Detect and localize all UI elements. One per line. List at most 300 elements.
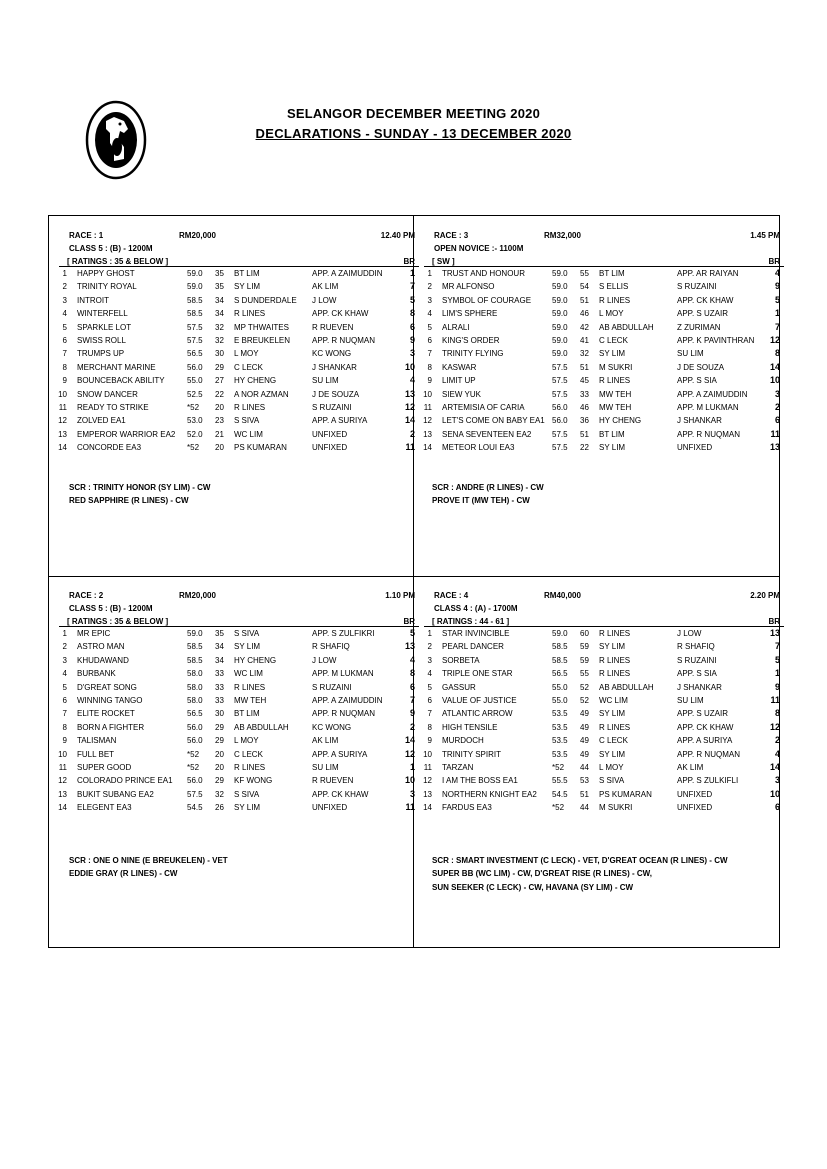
barrier-draw: 2 (409, 721, 415, 732)
jockey-name: APP. A ZAIMUDDIN (677, 389, 748, 399)
trainer-name: L MOY (234, 349, 259, 359)
horse-name: MURDOCH (442, 736, 484, 746)
runner-number: 5 (62, 682, 67, 692)
race-prize: RM20,000 (179, 231, 216, 240)
race-card (59, 229, 421, 454)
barrier-draw: 2 (774, 735, 780, 746)
barrier-draw: 7 (774, 641, 780, 652)
rating: 29 (215, 736, 224, 746)
jockey-name: UNFIXED (677, 803, 713, 813)
runner-number: 8 (62, 722, 67, 732)
runner-number: 9 (62, 376, 67, 386)
jockey-name: APP. A SURIYA (677, 736, 733, 746)
race-class-text: OPEN NOVICE :- 1100M (434, 244, 524, 253)
horse-name: COLORADO PRINCE EA1 (77, 776, 173, 786)
race-prize: RM32,000 (544, 231, 581, 240)
runner-number: 1 (427, 269, 432, 278)
jockey-name: APP. M LUKMAN (312, 669, 374, 679)
runner-row (59, 774, 421, 787)
rating: 60 (580, 629, 589, 638)
runner-number: 3 (62, 655, 67, 665)
declarations-subtitle: DECLARATIONS - SUNDAY - 13 DECEMBER 2020 (255, 126, 572, 141)
barrier-draw: 4 (409, 654, 415, 665)
rating: 51 (580, 429, 589, 439)
handicap-weight: 56.0 (187, 722, 203, 732)
trainer-name: R LINES (234, 309, 266, 319)
trainer-name: R LINES (234, 402, 266, 412)
runner-number: 2 (62, 282, 67, 292)
handicap-weight: 59.0 (552, 269, 568, 278)
runner-number: 12 (58, 776, 67, 786)
barrier-draw: 5 (774, 294, 780, 305)
runner-row (59, 347, 421, 360)
runner-row (59, 721, 421, 734)
handicap-weight: 56.0 (552, 416, 568, 426)
race-class-text: CLASS 5 : (B) - 1200M (69, 604, 153, 613)
handicap-weight: 56.0 (187, 362, 203, 372)
runner-number: 14 (58, 803, 67, 813)
jockey-name: SU LIM (677, 695, 704, 705)
barrier-draw: 6 (774, 802, 780, 813)
handicap-weight: 56.0 (187, 776, 203, 786)
runner-number: 9 (427, 736, 432, 746)
jockey-name: R SHAFIQ (677, 642, 715, 652)
barrier-draw: 13 (769, 442, 780, 453)
barrier-draw: 10 (769, 788, 780, 799)
horse-name: BOUNCEBACK ABILITY (77, 376, 165, 386)
handicap-weight: 59.0 (552, 309, 568, 319)
jockey-name: UNFIXED (677, 789, 713, 799)
horse-name: MR ALFONSO (442, 282, 495, 292)
trainer-name: AB ABDULLAH (234, 722, 289, 732)
handicap-weight: 56.5 (187, 349, 203, 359)
trainer-name: S ELLIS (599, 282, 629, 292)
horse-name: ARTEMISIA OF CARIA (442, 402, 525, 412)
barrier-draw: 6 (409, 321, 415, 332)
runner-number: 4 (62, 669, 67, 679)
runner-number: 12 (423, 776, 432, 786)
handicap-weight: 55.5 (552, 776, 568, 786)
grid-divider-horizontal (49, 576, 779, 577)
barrier-draw: 10 (404, 361, 415, 372)
runner-row (59, 388, 421, 401)
runner-row (424, 774, 786, 787)
race-prize: RM40,000 (544, 591, 581, 600)
runner-row (424, 761, 786, 774)
jockey-name: S RUZAINI (677, 655, 717, 665)
rating: 52 (580, 682, 589, 692)
horse-name: METEOR LOUI EA3 (442, 443, 515, 453)
jockey-name: APP. CK KHAW (312, 309, 369, 319)
rating: 34 (215, 295, 224, 305)
horse-name: D'GREAT SONG (77, 682, 137, 692)
trainer-name: C LECK (234, 362, 263, 372)
horse-name: SENA SEVENTEEN EA2 (442, 429, 532, 439)
rating: 32 (215, 789, 224, 799)
handicap-weight: 54.5 (552, 789, 568, 799)
barrier-draw: 14 (404, 415, 415, 426)
trainer-name: WC LIM (599, 695, 628, 705)
barrier-draw: 4 (409, 375, 415, 386)
trainer-name: AB ABDULLAH (599, 322, 654, 332)
runner-number: 1 (62, 269, 67, 278)
horse-name: KASWAR (442, 362, 477, 372)
race-header (59, 229, 421, 242)
race-prize: RM20,000 (179, 591, 216, 600)
runner-row (424, 748, 786, 761)
runner-row (59, 441, 421, 454)
handicap-weight: 55.0 (187, 376, 203, 386)
horse-name: KHUDAWAND (77, 655, 129, 665)
jockey-name: APP. R NUQMAN (677, 749, 740, 759)
barrier-draw: 12 (769, 721, 780, 732)
runner-number: 11 (58, 402, 67, 412)
runner-number: 13 (58, 789, 67, 799)
trainer-name: PS KUMARAN (599, 789, 652, 799)
jockey-name: APP. M LUKMAN (677, 402, 739, 412)
rating: 44 (580, 762, 589, 772)
race-ratings-text: [ RATINGS : 35 & BELOW ] (67, 257, 169, 266)
horse-name: SNOW DANCER (77, 389, 138, 399)
horse-name: KING'S ORDER (442, 335, 500, 345)
jockey-name: AK LIM (312, 282, 339, 292)
trainer-name: L MOY (234, 736, 259, 746)
rating: 35 (215, 269, 224, 278)
barrier-draw: 3 (409, 788, 415, 799)
runner-number: 8 (62, 362, 67, 372)
runner-row (424, 694, 786, 707)
barrier-draw: 9 (409, 334, 415, 345)
runner-number: 11 (423, 762, 432, 772)
race-number: RACE : 1 (69, 231, 104, 240)
race-card (424, 229, 786, 454)
horse-name: CONCORDE EA3 (77, 443, 142, 453)
trainer-name: R LINES (599, 295, 631, 305)
trainer-name: MW TEH (599, 389, 632, 399)
jockey-name: S RUZAINI (312, 682, 352, 692)
handicap-weight: 53.5 (552, 736, 568, 746)
runner-number: 10 (423, 749, 432, 759)
race-time: 1.45 PM (750, 231, 780, 240)
horse-name: INTROIT (77, 295, 109, 305)
handicap-weight: 52.0 (187, 429, 203, 439)
scratching-line: PROVE IT (MW TEH) - CW (432, 496, 530, 506)
trainer-name: R LINES (599, 629, 631, 638)
trainer-name: A NOR AZMAN (234, 389, 289, 399)
barrier-draw: 7 (409, 281, 415, 292)
barrier-draw: 8 (409, 308, 415, 319)
handicap-weight: 59.0 (552, 295, 568, 305)
barrier-draw: 1 (409, 268, 415, 278)
jockey-name: J SHANKAR (677, 416, 722, 426)
barrier-draw: 1 (409, 761, 415, 772)
race-number: RACE : 3 (434, 231, 469, 240)
jockey-name: UNFIXED (677, 443, 713, 453)
scratching-line: SCR : SMART INVESTMENT (C LECK) - VET, D'GREAT OCEAN (R LINES) - CW (432, 856, 728, 865)
horse-name: SORBETA (442, 655, 480, 665)
trainer-name: HY CHENG (599, 416, 642, 426)
jockey-name: APP. CK KHAW (312, 789, 369, 799)
runner-row (59, 414, 421, 427)
rating: 33 (580, 389, 589, 399)
barrier-draw: 14 (769, 761, 780, 772)
horse-name: TRINITY ROYAL (77, 282, 137, 292)
trainer-name: SY LIM (234, 803, 261, 813)
handicap-weight: 59.0 (552, 629, 568, 638)
runner-row (424, 788, 786, 801)
jockey-name: APP. R NUQMAN (677, 429, 740, 439)
barrier-draw: 11 (770, 694, 780, 705)
horse-name: MERCHANT MARINE (77, 362, 156, 372)
barrier-draw: 11 (405, 442, 415, 453)
rating: 20 (215, 762, 224, 772)
handicap-weight: 53.5 (552, 722, 568, 732)
jockey-name: SU LIM (312, 762, 339, 772)
runner-row (59, 694, 421, 707)
race-class-text: CLASS 5 : (B) - 1200M (69, 244, 153, 253)
handicap-weight: 57.5 (187, 335, 203, 345)
trainer-name: S SIVA (234, 789, 260, 799)
scratchings (69, 481, 210, 508)
trainer-name: SY LIM (599, 709, 626, 719)
race-time: 2.20 PM (750, 591, 780, 600)
horse-name: LET'S COME ON BABY EA1 (442, 416, 545, 426)
jockey-name: SU LIM (312, 376, 339, 386)
trainer-name: S SIVA (234, 416, 260, 426)
rating: 45 (580, 376, 589, 386)
rating: 49 (580, 736, 589, 746)
jockey-name: APP. CK KHAW (677, 295, 734, 305)
trainer-name: BT LIM (599, 269, 625, 278)
rating: 23 (215, 416, 224, 426)
rating: 33 (215, 669, 224, 679)
barrier-draw: 9 (774, 281, 780, 292)
handicap-weight: 56.5 (187, 709, 203, 719)
trainer-name: R LINES (599, 655, 631, 665)
barrier-draw: 12 (404, 401, 415, 412)
runner-number: 2 (62, 642, 67, 652)
race-class (59, 602, 421, 615)
barrier-draw: 5 (409, 628, 415, 638)
runner-number: 12 (58, 416, 67, 426)
barrier-draw: 2 (409, 428, 415, 439)
barrier-draw: 6 (409, 681, 415, 692)
horse-name: TRUST AND HONOUR (442, 269, 525, 278)
barrier-draw: 8 (774, 348, 780, 359)
horse-name: SPARKLE LOT (77, 322, 132, 332)
race-class (424, 602, 786, 615)
jockey-name: R SHAFIQ (312, 642, 350, 652)
trainer-name: WC LIM (234, 429, 263, 439)
scratching-line: SUN SEEKER (C LECK) - CW, HAVANA (SY LIM) - CW (432, 882, 634, 892)
jockey-name: APP. S ZULKIFLI (677, 776, 739, 786)
barrier-draw: 8 (774, 708, 780, 719)
runner-row (424, 347, 786, 360)
jockey-name: J DE SOUZA (312, 389, 360, 399)
handicap-weight: 56.5 (552, 669, 568, 679)
trainer-name: AB ABDULLAH (599, 682, 654, 692)
horse-name: ALRALI (442, 322, 470, 332)
scratching-line: SCR : ANDRE (R LINES) - CW (432, 483, 544, 492)
trainer-name: BT LIM (599, 429, 625, 439)
runner-row (59, 640, 421, 653)
runner-row (59, 294, 421, 307)
runner-row (424, 307, 786, 320)
runner-row (424, 707, 786, 720)
runner-row (424, 374, 786, 387)
barrier-draw: 11 (405, 802, 415, 813)
rating: 55 (580, 669, 589, 679)
rating: 55 (580, 269, 589, 278)
barrier-header: BR (403, 257, 415, 266)
jockey-name: Z ZURIMAN (677, 322, 721, 332)
runner-number: 14 (423, 803, 432, 813)
handicap-weight: *52 (187, 749, 200, 759)
horse-name: FULL BET (77, 749, 115, 759)
race-time: 12.40 PM (380, 231, 415, 240)
runner-number: 4 (427, 309, 432, 319)
handicap-weight: 56.0 (552, 402, 568, 412)
jockey-name: UNFIXED (312, 443, 348, 453)
rating: 49 (580, 749, 589, 759)
runner-number: 14 (58, 443, 67, 453)
rating: 53 (580, 776, 589, 786)
trainer-name: R LINES (234, 762, 266, 772)
jockey-name: J LOW (677, 629, 702, 638)
horse-name: ZOLVED EA1 (77, 416, 126, 426)
runner-row (424, 667, 786, 680)
runner-row (424, 801, 786, 814)
trainer-name: R LINES (599, 669, 631, 679)
scratchings (432, 854, 728, 894)
trainer-name: L MOY (599, 762, 624, 772)
race-number: RACE : 2 (69, 591, 104, 600)
horse-name: SYMBOL OF COURAGE (442, 295, 532, 305)
handicap-weight: 59.0 (187, 282, 203, 292)
horse-name: TRIPLE ONE STAR (442, 669, 513, 679)
barrier-draw: 5 (409, 294, 415, 305)
race-card (59, 589, 421, 814)
trainer-name: M SUKRI (599, 362, 633, 372)
races-grid (48, 215, 780, 948)
trainer-name: SY LIM (599, 642, 626, 652)
race-card (424, 589, 786, 814)
race-ratings (424, 615, 784, 627)
runner-row (59, 734, 421, 747)
barrier-draw: 4 (774, 748, 780, 759)
rating: 29 (215, 722, 224, 732)
runner-row (424, 734, 786, 747)
runner-row (424, 280, 786, 293)
jockey-name: APP. R NUQMAN (312, 335, 375, 345)
barrier-draw: 8 (409, 668, 415, 679)
race-header (424, 589, 786, 602)
rating: 54 (580, 282, 589, 292)
jockey-name: J SHANKAR (677, 682, 722, 692)
handicap-weight: 59.0 (552, 282, 568, 292)
rating: 26 (215, 803, 224, 813)
handicap-weight: 57.5 (187, 789, 203, 799)
barrier-draw: 12 (404, 748, 415, 759)
horse-name: ELITE ROCKET (77, 709, 135, 719)
runner-row (424, 361, 786, 374)
handicap-weight: 57.5 (552, 389, 568, 399)
runner-number: 10 (423, 389, 432, 399)
rating: 21 (215, 429, 224, 439)
runner-number: 2 (427, 282, 432, 292)
handicap-weight: 58.0 (187, 695, 203, 705)
runner-row (424, 267, 786, 280)
rating: 20 (215, 749, 224, 759)
runner-number: 13 (423, 429, 432, 439)
runner-number: 3 (427, 295, 432, 305)
handicap-weight: 57.5 (552, 429, 568, 439)
rating: 30 (215, 709, 224, 719)
runner-number: 10 (58, 749, 67, 759)
scratchings (432, 481, 544, 508)
runner-row (424, 721, 786, 734)
runner-row (424, 441, 786, 454)
runner-number: 9 (62, 736, 67, 746)
trainer-name: MP THWAITES (234, 322, 289, 332)
meeting-title: SELANGOR DECEMBER MEETING 2020 (286, 106, 541, 121)
barrier-draw: 3 (409, 348, 415, 359)
rating: 30 (215, 349, 224, 359)
runner-row (59, 401, 421, 414)
rating: 32 (215, 335, 224, 345)
race-number: RACE : 4 (434, 591, 469, 600)
horse-name: SUPER GOOD (77, 762, 132, 772)
trainer-name: R LINES (234, 682, 266, 692)
runner-row (424, 334, 786, 347)
runner-number: 7 (427, 349, 432, 359)
horse-name: ATLANTIC ARROW (442, 709, 513, 719)
trainer-name: MW TEH (234, 695, 267, 705)
rating: 34 (215, 309, 224, 319)
horse-name: SWISS ROLL (77, 335, 126, 345)
trainer-name: HY CHENG (234, 655, 277, 665)
trainer-name: KF WONG (234, 776, 273, 786)
rating: 51 (580, 295, 589, 305)
horse-name: TRINITY SPIRIT (442, 749, 501, 759)
trainer-name: MW TEH (599, 402, 632, 412)
runner-row (59, 428, 421, 441)
handicap-weight: *52 (187, 762, 200, 772)
barrier-draw: 14 (404, 735, 415, 746)
runner-row (59, 801, 421, 814)
runner-row (59, 654, 421, 667)
horse-name: TRUMPS UP (77, 349, 125, 359)
jockey-name: AK LIM (677, 762, 704, 772)
runner-row (424, 388, 786, 401)
runner-row (59, 334, 421, 347)
race-ratings (424, 255, 784, 267)
handicap-weight: 55.0 (552, 682, 568, 692)
barrier-draw: 13 (404, 641, 415, 652)
handicap-weight: 53.5 (552, 749, 568, 759)
runner-row (59, 321, 421, 334)
rating: 29 (215, 362, 224, 372)
trainer-name: R LINES (599, 722, 631, 732)
jockey-name: APP. S SIA (677, 376, 717, 386)
runner-row (59, 280, 421, 293)
runner-row (424, 428, 786, 441)
runner-number: 5 (427, 682, 432, 692)
rating: 22 (215, 389, 224, 399)
handicap-weight: 59.0 (552, 349, 568, 359)
runner-row (59, 307, 421, 320)
runner-number: 3 (427, 655, 432, 665)
